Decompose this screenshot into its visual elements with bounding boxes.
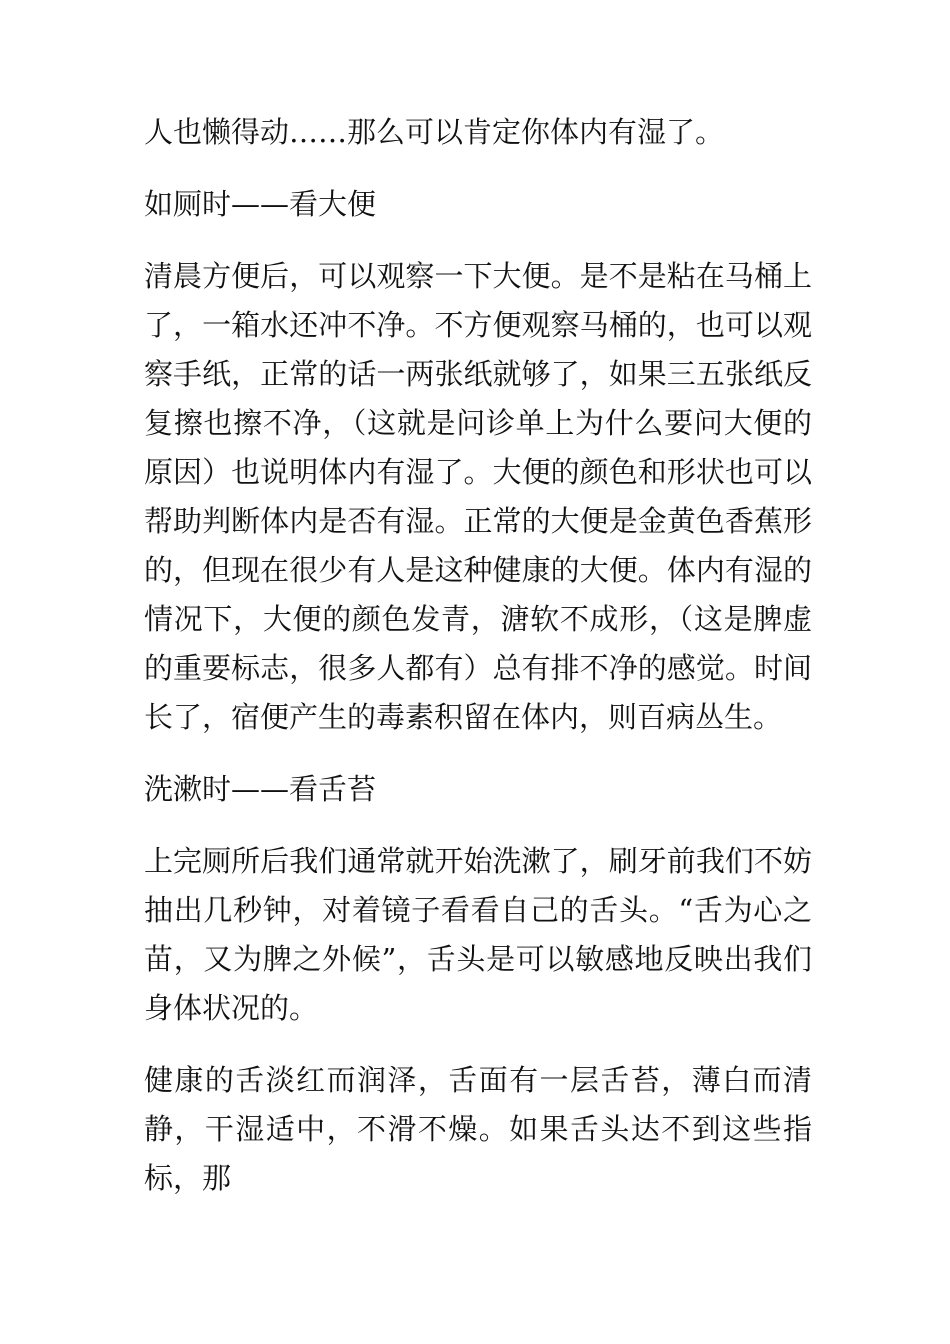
document-page	[144, 108, 812, 1226]
paragraph-stool-observation: 清晨方便后，可以观察一下大便。是不是粘在马桶上了，一箱水还冲不净。不方便观察马桶的，也可以观察手纸，正常的话一两张纸就够了，如果三五张纸反复擦也擦不净，（这就是问诊单上为什么要问大便的原因）也说明体内有湿了。大便的颜色和形状也可以帮助判断体内是否有湿。正常的大便是金黄色香蕉形的，但现在很少有人是这种健康的大便。体内有湿的情况下，大便的颜色发青，溏软不成形，（这是脾虚的重要标志，很多人都有）总有排不净的感觉。时间长了，宿便产生的毒素积留在体内，则百病丛生。	[144, 259, 812, 734]
paragraph-intro-continuation: 人也懒得动……那么可以肯定你体内有湿了。	[144, 115, 725, 149]
paragraph-healthy-tongue: 健康的舌淡红而润泽，舌面有一层舌苔，薄白而清静，干湿适中，不滑不燥。如果舌头达不到这些指标，那	[144, 1063, 812, 1195]
section-heading-stool: 如厕时——看大便	[144, 187, 377, 221]
paragraph-tongue-intro: 上完厕所后我们通常就开始洗漱了，刷牙前我们不妨抽出几秒钟，对着镜子看看自己的舌头。“舌为心之苗，又为脾之外候”，舌头是可以敏感地反映出我们身体状况的。	[144, 844, 812, 1025]
section-heading-tongue: 洗漱时——看舌苔	[144, 772, 377, 806]
